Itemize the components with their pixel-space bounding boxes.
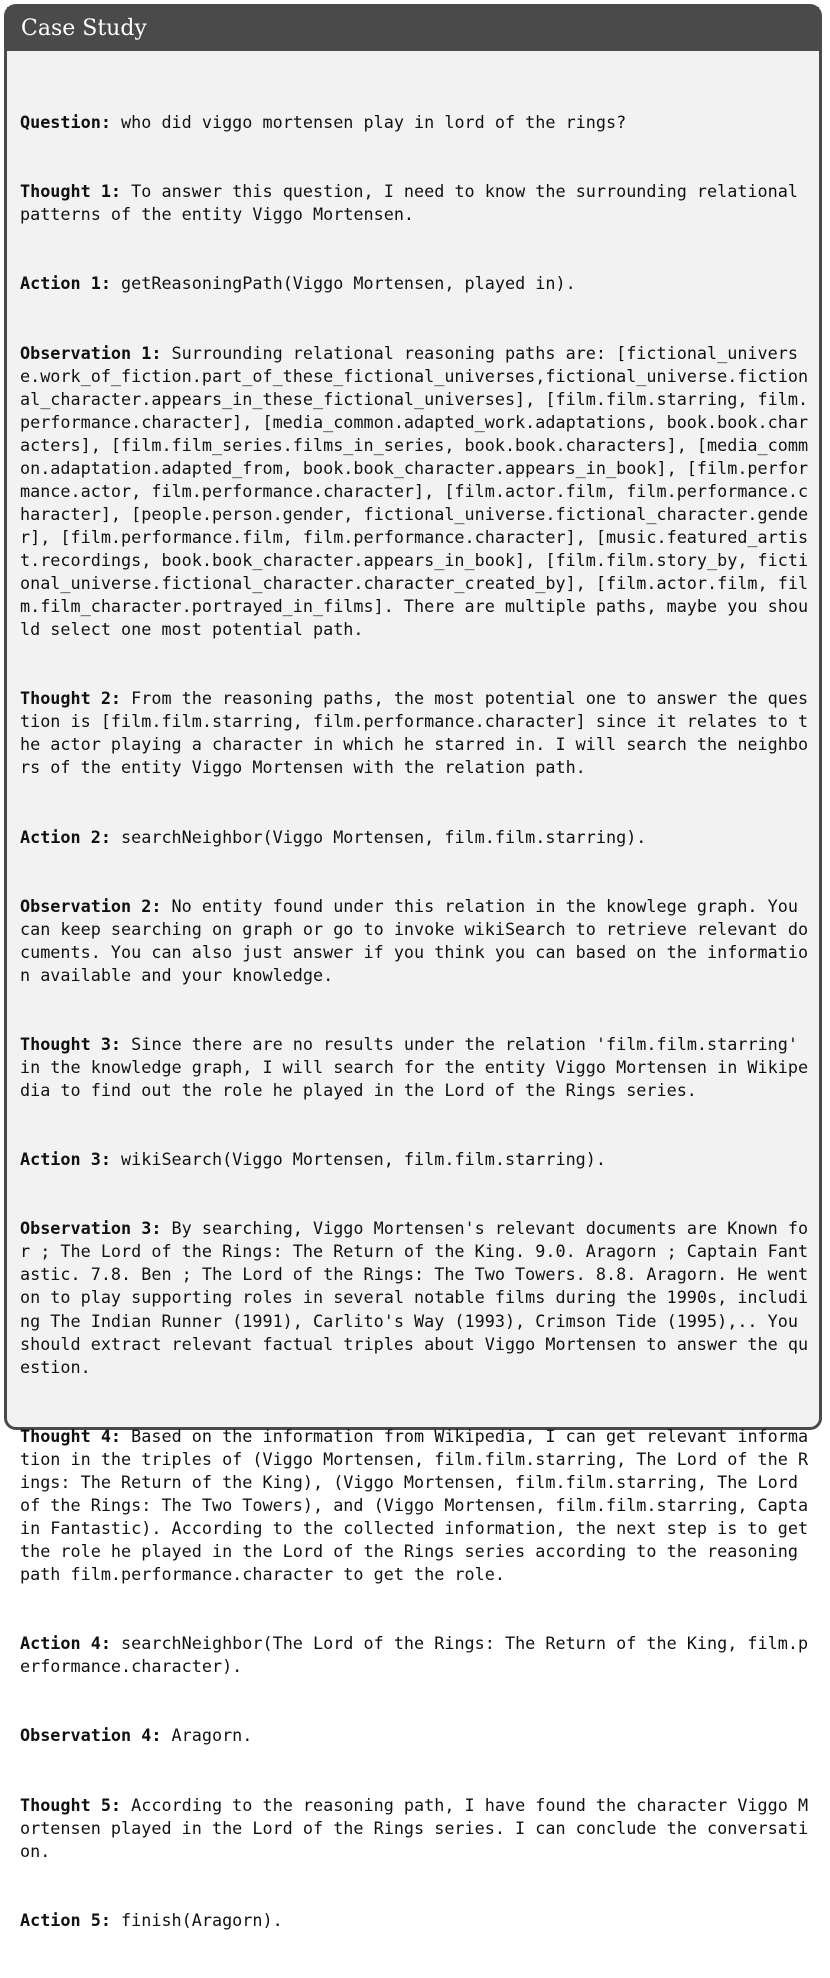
observation-4-entry [20, 1724, 809, 1747]
entry-text: getReasoningPath(Viggo Mortensen, played in). [110, 273, 576, 294]
case-study-box [4, 4, 822, 1930]
entry-label: Observation 2: [20, 895, 162, 916]
entry-text: finish(Aragorn). [110, 1909, 283, 1930]
entry-label: Observation 3: [20, 1218, 162, 1239]
entry-text: Based on the information from Wikipedia, I can get relevant information in the triples of (Viggo Mortensen, film.film.starring, The Lord of the Rings: The Return of the King), (Viggo Mortensen, film.film.starring, The Lord of the Rings: The Two Towers), and (Viggo Mortensen, film.film.starring, Captain Fantastic). According to the collected information, the next step is to get the role he played in the Lord of the Rings series according to the reasoning path film.performance.character to get the role. [20, 1425, 819, 1585]
entry-text: searchNeighbor(Viggo Mortensen, film.film.starring). [110, 826, 647, 847]
entry-label: Action 5: [20, 1909, 111, 1930]
action-5-entry [20, 1909, 809, 1932]
entry-text: Aragorn. [161, 1725, 253, 1746]
action-2-entry [20, 826, 809, 849]
entry-label: Observation 4: [20, 1725, 162, 1746]
observation-1-entry [20, 342, 809, 642]
transcript [7, 51, 819, 1978]
entry-label: Thought 5: [20, 1794, 122, 1815]
entry-text: By searching, Viggo Mortensen's relevant documents are Known for ; The Lord of the Rings: The Return of the King. 9.0. Aragorn ; Captain Fantastic. 7.8. Ben ; The Lord of the Rings: The Two Towers. 8.8. Aragorn. He went on to play supporting roles in several notable films during the 1990s, including The Indian Runner (1991), Carlito's Way (1993), Crimson Tide (1995),.. You should extract relevant factual triples about Viggo Mortensen to answer the question. [20, 1218, 819, 1377]
action-1-entry [20, 272, 809, 295]
entry-text: searchNeighbor(The Lord of the Rings: The Return of the King, film.performance.character). [20, 1633, 809, 1677]
observation-2-entry [20, 895, 809, 987]
thought-4-entry [20, 1425, 819, 1586]
entry-label: Thought 4: [20, 1425, 122, 1446]
entry-label: Action 3: [20, 1149, 111, 1170]
entry-label: Action 1: [20, 273, 111, 294]
thought-2-entry [20, 687, 809, 779]
entry-text: According to the reasoning path, I have found the character Viggo Mortensen played in the Lord of the Rings series. I can conclude the conversation. [20, 1794, 809, 1861]
action-4-entry [20, 1632, 809, 1678]
entry-label: Thought 1: [20, 181, 122, 202]
entry-label: Action 2: [20, 826, 111, 847]
action-3-entry [20, 1148, 809, 1171]
entry-label: Question: [20, 112, 111, 133]
entry-text: Surrounding relational reasoning paths are: [fictional_universe.work_of_fiction.part_of_these_fictional_universes,fictional_universe.fictional_character.appears_in_these_fictional_universes], [film.film.starring, film.performance.character], [media_common.adapted_work.adaptations, book.book.characters], [film.film_series.films_in_series, book.book.characters], [media_common.adaptation.adapted_from, book.book_character.appears_in_book], [film.performance.actor, film.performance.character], [film.actor.film, film.performance.character], [people.person.gender, fictional_universe.fictional_character.gender], [film.performance.film, film.performance.character], [music.featured_artist.recordings, book.book_character.appears_in_book], [film.film.story_by, fictional_universe.fictional_character.character_created_by], [film.actor.film, film.film_character.portrayed_in_films]. There are multiple paths, maybe you should select one most potential path. [20, 342, 809, 640]
entry-text: No entity found under this relation in the knowlege graph. You can keep searching on graph or go to invoke wikiSearch to retrieve relevant documents. You can also just answer if you think you can based on the information available and your knowledge. [20, 895, 809, 985]
entry-label: Observation 1: [20, 342, 162, 363]
entry-label: Thought 3: [20, 1033, 122, 1054]
thought-3-entry [20, 1033, 809, 1102]
thought-5-entry [20, 1794, 809, 1863]
entry-label: Action 4: [20, 1633, 111, 1654]
case-study-title: Case Study [7, 7, 819, 51]
entry-text: From the reasoning paths, the most potential one to answer the question is [film.film.starring, film.performance.character] since it relates to the actor playing a character in which he starred in. I will search the neighbors of the entity Viggo Mortensen with the relation path. [20, 688, 809, 778]
entry-text: wikiSearch(Viggo Mortensen, film.film.starring). [110, 1149, 606, 1170]
thought-1-entry [20, 180, 809, 226]
entry-label: Thought 2: [20, 688, 122, 709]
entry-text: To answer this question, I need to know the surrounding relational patterns of the entity Viggo Mortensen. [20, 181, 809, 225]
observation-3-entry [20, 1217, 819, 1378]
entry-text: who did viggo mortensen play in lord of the rings? [110, 112, 627, 133]
entry-text: Since there are no results under the relation 'film.film.starring' in the knowledge graph, I will search for the entity Viggo Mortensen in Wikipedia to find out the role he played in the Lord of the Rings series. [20, 1033, 809, 1101]
question-entry [20, 111, 809, 134]
